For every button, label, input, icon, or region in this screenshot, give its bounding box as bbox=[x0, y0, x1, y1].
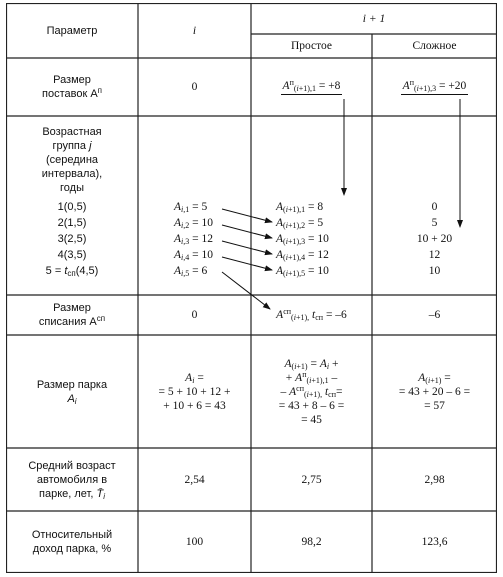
age-i-3: $A_{i,3} = 12$ bbox=[174, 233, 214, 246]
age-simple-4: $A_{(i+1),4} = 12$ bbox=[276, 249, 329, 262]
header-i: i bbox=[192, 24, 197, 37]
header-i-plus-1: i + 1 bbox=[362, 12, 386, 25]
age-i-4: $A_{i,4} = 10$ bbox=[174, 249, 214, 262]
age-i-2: $A_{i,2} = 10$ bbox=[174, 217, 214, 230]
age-group-3: 3(2,5) bbox=[57, 233, 87, 245]
writeoff-i: 0 bbox=[191, 309, 198, 321]
writeoff-simple: $A^{сп}_{(i+1),}$ $t_{сп} = -6$ bbox=[276, 307, 347, 322]
writeoff-label: Размер списания $A^{сп}$ bbox=[38, 302, 106, 328]
header-simple: Простое bbox=[290, 40, 333, 52]
age-complex-5: 10 bbox=[428, 265, 441, 277]
avg-age-label: Средний возраст автомобиля в парке, лет, $T̄_i$ bbox=[28, 459, 116, 501]
age-simple-1: $A_{(i+1),1} = 8$ bbox=[276, 201, 324, 214]
income-simple: 98,2 bbox=[301, 536, 322, 548]
fleet-complex: $A_{(i+1)}$ = = 43 + 20 – 6 = = 57 bbox=[398, 371, 471, 412]
fleet-label: Размер парка $A_i$ bbox=[36, 378, 108, 406]
age-complex-1: 0 bbox=[431, 201, 438, 213]
fleet-simple: $A_{(i+1)} = A_i$ + + $A^п_{(i+1),1}$ – – $A^{сп}_{(i+1),}$ $t_{сп}=$ = 43 + 8 – 6 = = 45 bbox=[278, 357, 345, 426]
age-group-2: 2(1,5) bbox=[57, 217, 87, 229]
supply-simple-formula: $A^п_{(i+1),1} = +8$ bbox=[282, 78, 341, 93]
supply-simple bbox=[251, 58, 372, 116]
header-param: Параметр bbox=[46, 24, 98, 37]
supply-label: Размер поставок $A^п$ bbox=[42, 74, 102, 100]
age-i-5: $A_{i,5} = 6$ bbox=[174, 265, 208, 278]
age-group-5: $5 = t_{сп}(4,5)$ bbox=[45, 265, 99, 278]
age-group-1: 1(0,5) bbox=[57, 201, 87, 213]
age-simple-5: $A_{(i+1),5} = 10$ bbox=[276, 265, 329, 278]
avg-age-i: 2,54 bbox=[184, 473, 205, 486]
age-complex-3: 10 + 20 bbox=[416, 233, 453, 245]
fleet-i: $A_i$ = = 5 + 10 + 12 + + 10 + 6 = 43 bbox=[158, 371, 231, 412]
age-group-4: 4(3,5) bbox=[57, 249, 87, 261]
income-label: Относительный доход парка, % bbox=[31, 529, 113, 555]
age-group-label: Возрастная группа j (середина интервала), годы 1(0,5) 2(1,5) 3(2,5) 4(3,5) $5 = t_{сп}(4,5)$ bbox=[6, 116, 138, 295]
age-simple-3: $A_{(i+1),3} = 10$ bbox=[276, 233, 329, 246]
age-complex-4: 12 bbox=[428, 249, 441, 261]
writeoff-complex: –6 bbox=[428, 309, 441, 321]
age-i-1: $A_{i,1} = 5$ bbox=[174, 201, 208, 214]
age-complex-2: 5 bbox=[431, 217, 438, 229]
supply-complex bbox=[372, 58, 497, 116]
income-i: 100 bbox=[185, 536, 204, 548]
avg-age-simple: 2,75 bbox=[301, 473, 322, 486]
fleet-table bbox=[6, 3, 497, 573]
supply-i: 0 bbox=[191, 81, 198, 93]
age-simple-2: $A_{(i+1),2} = 5$ bbox=[276, 217, 324, 230]
header-complex: Сложное bbox=[412, 40, 457, 52]
supply-complex-formula: $A^п_{(i+1),3} = +20$ bbox=[402, 78, 467, 93]
age-i-values bbox=[138, 116, 251, 295]
avg-age-complex: 2,98 bbox=[424, 473, 445, 486]
age-complex-values bbox=[372, 116, 497, 295]
income-complex: 123,6 bbox=[421, 536, 448, 548]
age-simple-values bbox=[251, 116, 372, 295]
